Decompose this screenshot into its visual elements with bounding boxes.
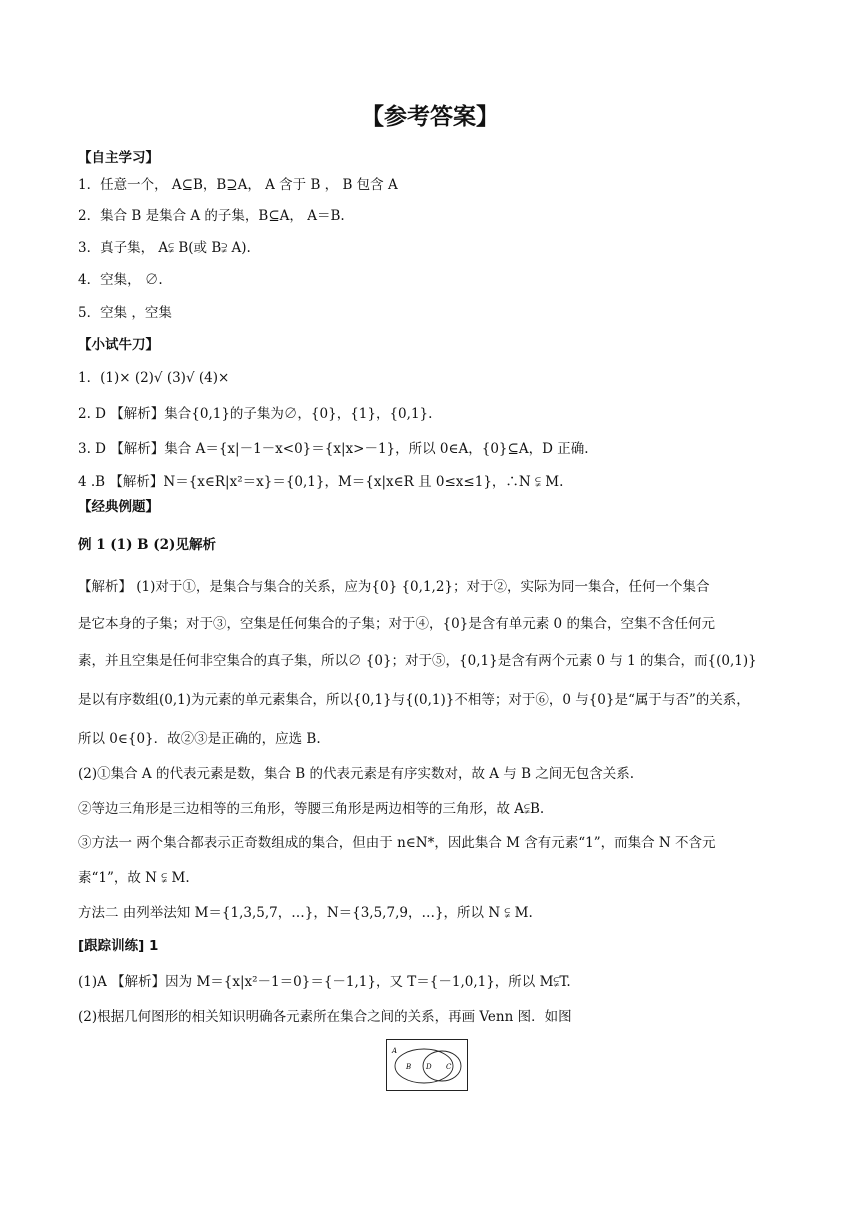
answer-line: 4．空集， ∅. [78, 272, 163, 288]
section-header-self-study: 【自主学习】 [78, 150, 159, 166]
answer-line: (2)根据几何图形的相关知识明确各元素所在集合之间的关系，再画 Venn 图．如图 [78, 1009, 572, 1025]
answer-line: 是以有序数组(0,1)为元素的单元素集合，所以{0,1}与{(0,1)}不相等；对于⑥，0 与{0}是“属于与否”的关系， [78, 692, 750, 708]
venn-set-b-ellipse [395, 1049, 453, 1083]
answer-line: 素“1”，故 N ⫋ M. [78, 870, 190, 886]
example-heading: 例 1 (1) B (2)见解析 [78, 537, 216, 553]
answer-line: (2)①集合 A 的代表元素是数，集合 B 的代表元素是有序实数对，故 A 与 B 之间无包含关系. [78, 766, 635, 782]
answer-line: 2．集合 B 是集合 A 的子集，B⊆A， A＝B. [78, 208, 345, 224]
answer-line: (1)A 【解析】因为 M＝{x|x²－1＝0}＝{－1,1}，又 T＝{－1,0,1}，所以 M⫋T. [78, 974, 571, 990]
section-header-classic-examples: 【经典例题】 [78, 499, 159, 515]
section-header-follow-up: [跟踪训练] 1 [78, 938, 159, 954]
venn-label-a: A [392, 1047, 398, 1055]
page-title: 【参考答案】 [361, 104, 499, 130]
answer-line: 所以 0∈{0}．故②③是正确的，应选 B. [78, 731, 321, 747]
answer-line: 3．真子集， A⫋ B(或 B⫌ A). [78, 240, 251, 256]
answer-line: 【解析】 (1)对于①，是集合与集合的关系，应为{0} {0,1,2}；对于②，实际为同一集合，任何一个集合 [78, 579, 710, 595]
answer-line: 1．任意一个， A⊆B，B⊇A， A 含于 B ， B 包含 A [78, 177, 398, 193]
answer-line: 2. D 【解析】集合{0,1}的子集为∅，{0}，{1}，{0,1}. [78, 406, 433, 422]
venn-label-d: D [426, 1063, 432, 1071]
answer-line: 素，并且空集是任何非空集合的真子集，所以∅ {0}；对于⑤，{0,1}是含有两个元素 0 与 1 的集合，而{(0,1)} [78, 653, 757, 669]
section-header-quick-test: 【小试牛刀】 [78, 337, 159, 353]
venn-label-c: C [446, 1063, 452, 1071]
venn-diagram [386, 1039, 468, 1091]
answer-line: 方法二 由列举法知 M＝{1,3,5,7，…}，N＝{3,5,7,9，…}，所以 N ⫋ M. [78, 905, 533, 921]
answer-line: 1．(1)× (2)√ (3)√ (4)× [78, 370, 230, 386]
answer-line: 是它本身的子集；对于③，空集是任何集合的子集；对于④，{0}是含有单元素 0 的集合，空集不含任何元 [78, 616, 715, 632]
answer-line: 4 .B 【解析】N＝{x∈R|x²＝x}＝{0,1}，M＝{x|x∈R 且 0≤x≤1}，∴N ⫋ M. [78, 474, 564, 490]
answer-line: ③方法一 两个集合都表示正奇数组成的集合，但由于 n∈N*，因此集合 M 含有元素“1”，而集合 N 不含元 [78, 835, 716, 851]
answer-line: ②等边三角形是三边相等的三角形，等腰三角形是两边相等的三角形，故 A⫋B. [78, 801, 545, 817]
answer-line: 3. D 【解析】集合 A＝{x|－1－x<0}＝{x|x>－1}，所以 0∈A，{0}⊆A，D 正确. [78, 441, 589, 457]
venn-label-b: B [406, 1063, 412, 1071]
answer-line: 5．空集 ，空集 [78, 305, 172, 321]
